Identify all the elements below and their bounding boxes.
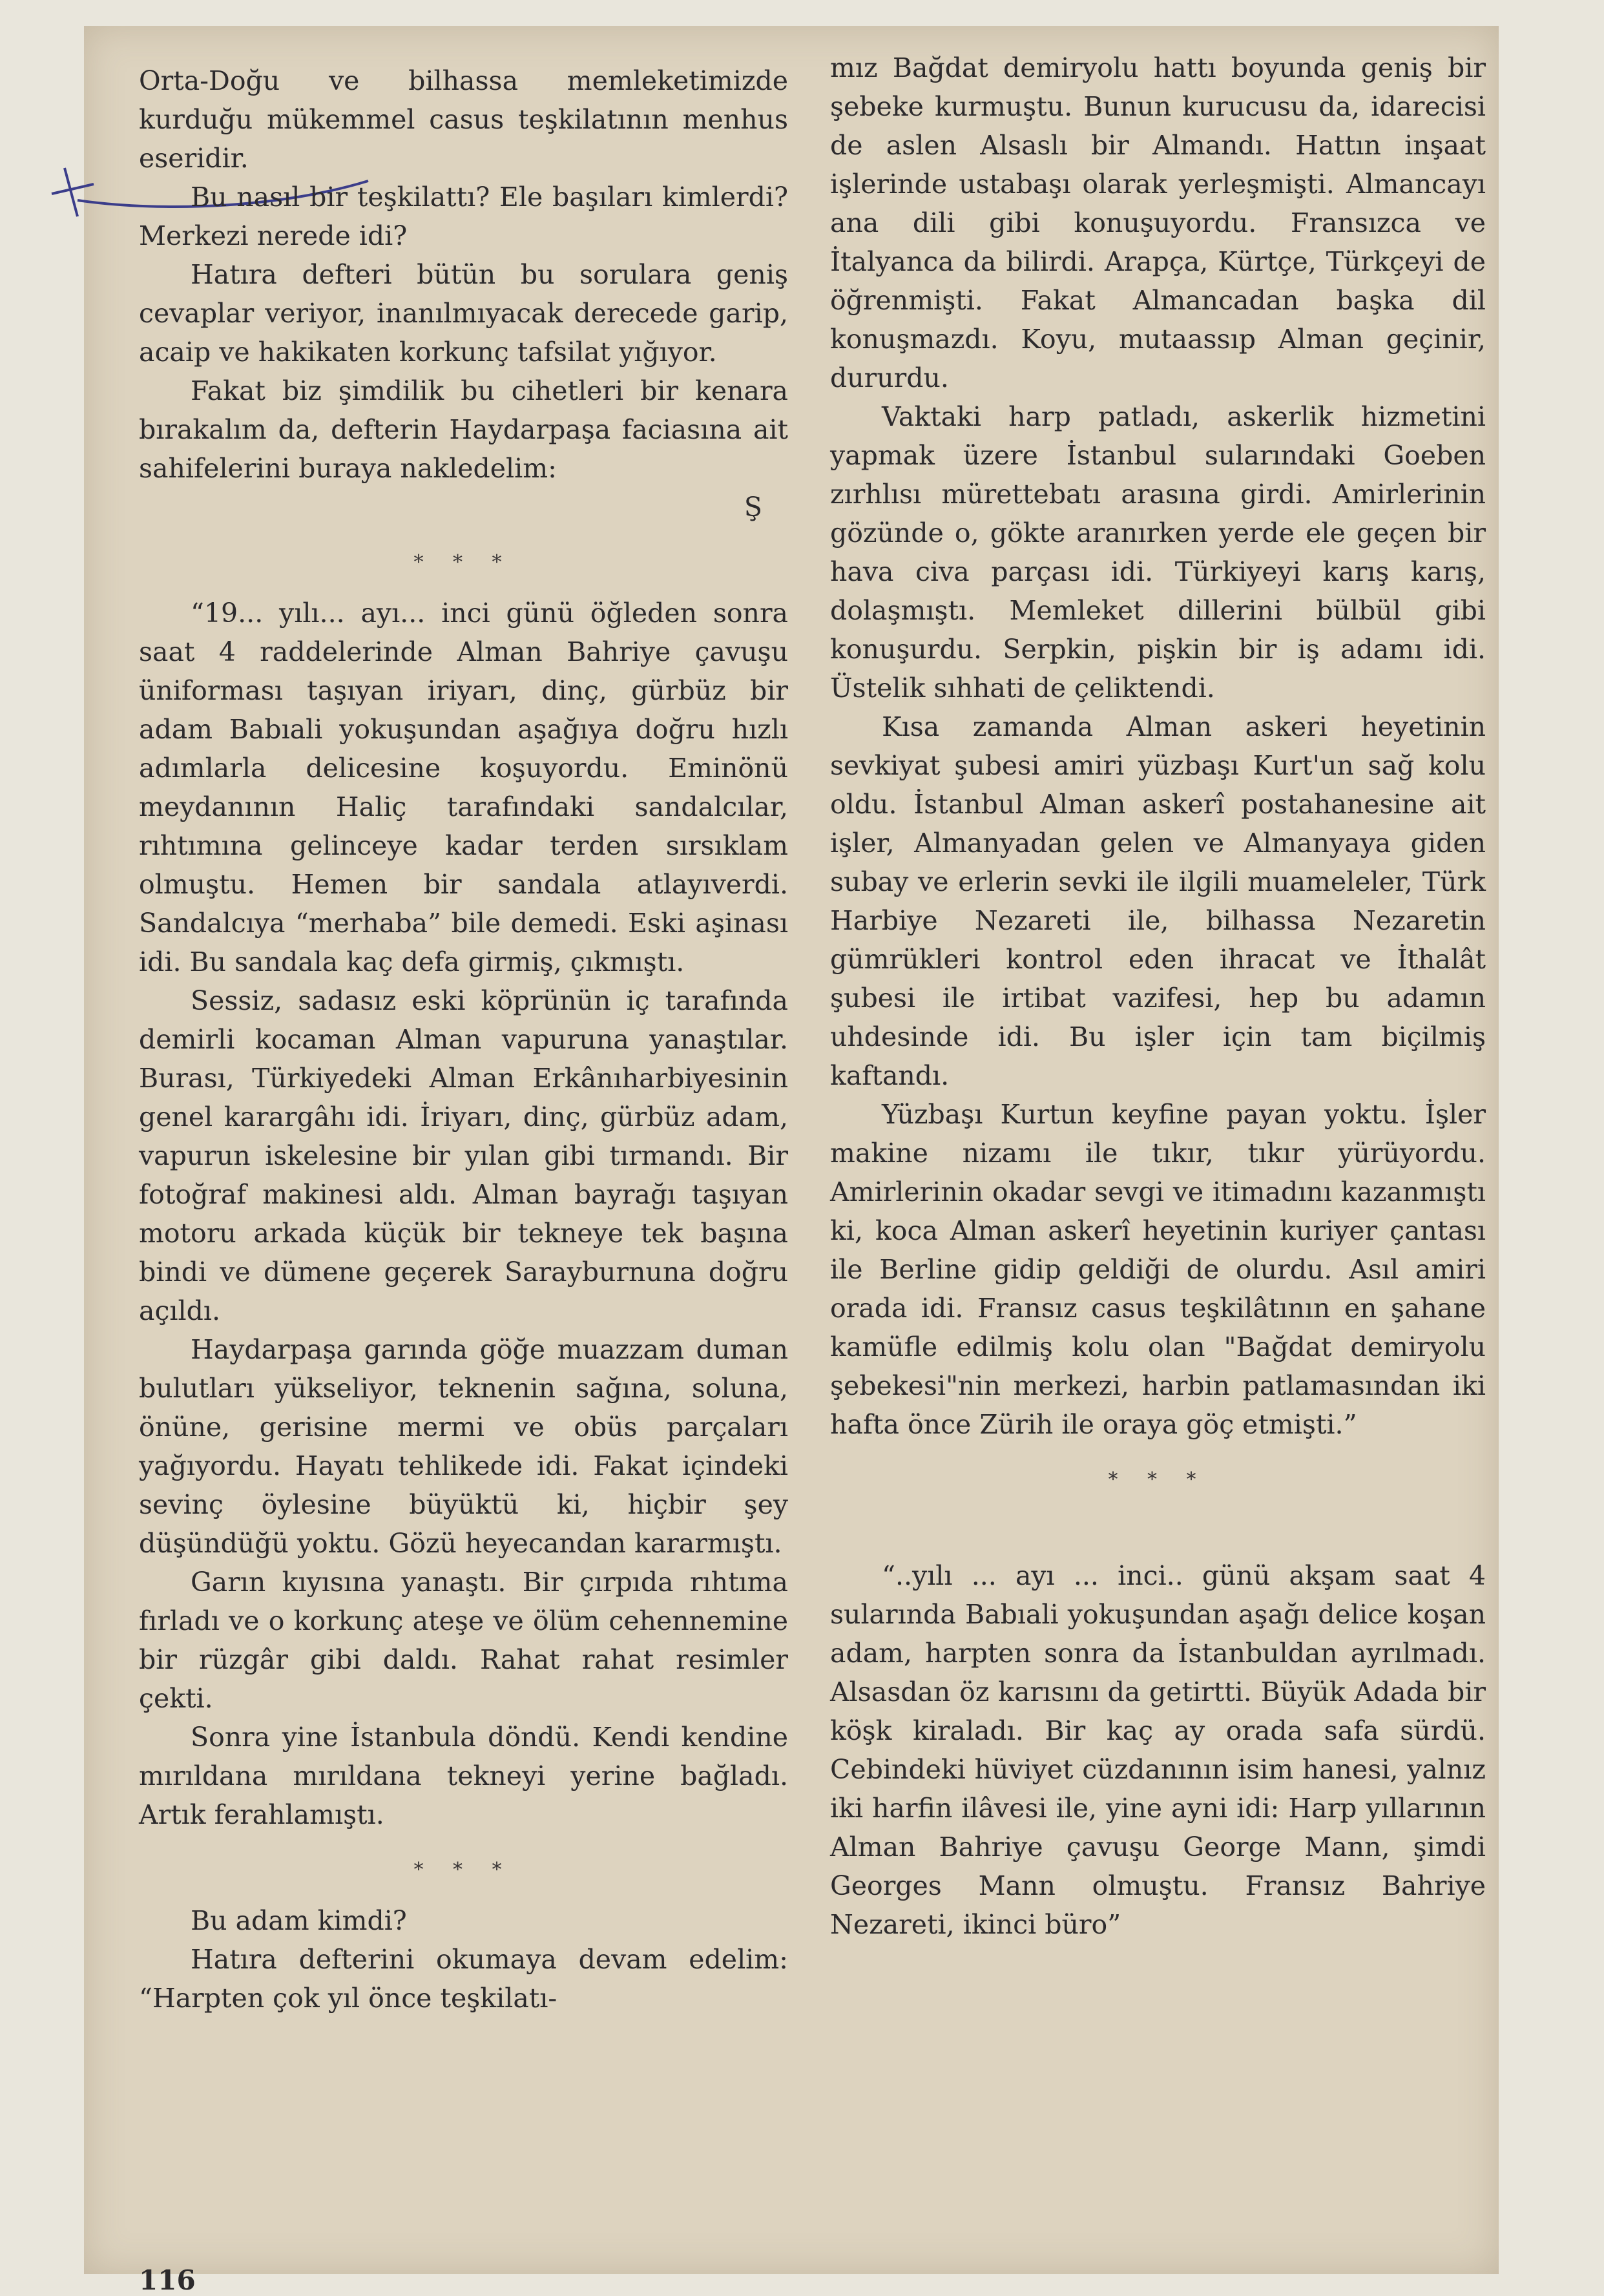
page-number: 116 (139, 2264, 196, 2296)
section-separator: * * * (1108, 1468, 1208, 1491)
paragraph: Hatıra defteri bütün bu sorulara geniş cevaplar veriyor, inanılmıyacak derecede garip, acaip ve hakikaten korkunç tafsilat yığıyor. (139, 259, 788, 368)
spacer (830, 1511, 1486, 1556)
section-separator: * * * (413, 1859, 514, 1881)
paragraph: Kısa zamanda Alman askeri heyetinin sevkiyat şubesi amiri yüzbaşı Kurt'un sağ kolu oldu. İstanbul Alman askerî postahanesine ait işler, Almanyadan gelen ve Almanyaya giden subay ve erlerin sevki ile ilgili muameleler, Türk Harbiye Nezareti ile, bilhassa Nezaretin gümrükleri kontrol eden ihracat ve İthalât şubesi ile irtibat vazifesi, hep bu adamın uhdesinde idi. Bu işler için tam biçilmiş kaftandı. (830, 711, 1486, 1091)
quote-paragraph: Garın kıyısına yanaştı. Bir çırpıda rıhtıma fırladı ve o korkunç ateşe ve ölüm cehennemine bir rüzgâr gibi daldı. Rahat rahat resimler çekti. (139, 1567, 788, 1714)
paragraph: mız Bağdat demiryolu hattı boyunda geniş bir şebeke kurmuştu. Bunun kurucusu da, idarecisi de aslen Alsaslı bir Almandı. Hattın inşaat işlerinde ustabaşı olarak yerleşmişti. Almancayı ana dili gibi konuşuyordu. Fransızca ve İtalyanca da bilirdi. Arapça, Kürtçe, Türkçeyi de öğrenmişti. Fakat Almancadan başka dil konuşmazdı. Koyu, mutaassıp Alman geçinir, dururdu. (830, 52, 1486, 393)
quote-paragraph: Sessiz, sadasız eski köprünün iç tarafında demirli kocaman Alman vapuruna yanaştılar. Burası, Türkiyedeki Alman Erkânıharbiyesinin genel karargâhı idi. İriyarı, dinç, gürbüz adam, vapurun iskelesine bir yılan gibi tırmandı. Bir fotoğraf makinesi aldı. Alman bayrağı taşıyan motoru arkada küçük bir tekneye tek başına bindi ve dümene geçerek Sarayburnuna doğru açıldı. (139, 985, 788, 1326)
paragraph: Bu adam kimdi? (191, 1905, 407, 1936)
section-separator: * * * (413, 551, 514, 574)
quote-paragraph: Haydarpaşa garında göğe muazzam duman bulutları yükseliyor, teknenin sağına, soluna, önüne, gerisine mermi ve obüs parçaları yağıyordu. Hayatı tehlikede idi. Fakat içindeki sevinç öylesine büyüktü ki, hiçbir şey düşündüğü yoktu. Gözü heyecandan kararmıştı. (139, 1334, 788, 1559)
paragraph: Orta-Doğu ve bilhassa memleketimizde kurduğu mükemmel casus teşkilatının menhus eseridir. (139, 65, 788, 174)
paragraph: Yüzbaşı Kurtun keyfine payan yoktu. İşler makine nizamı ile tıkır, tıkır yürüyordu. Amirlerinin okadar sevgi ve itimadını kazanmıştı ki, koca Alman askerî heyetinin kuriyer çantası ile Berline gidip geldiği de olurdu. Asıl amiri orada idi. Fransız casus teşkilâtının en şahane kamüfle edilmiş kolu olan "Bağdat demiryolu şebekesi"nin merkezi, harbin patlamasından iki hafta önce Zürih ile oraya göç etmişti.” (830, 1099, 1486, 1440)
quote-paragraph: Sonra yine İstanbula döndü. Kendi kendine mırıldana mırıldana tekneyi yerine bağladı. Artık ferahlamıştı. (139, 1722, 788, 1830)
left-column (139, 61, 788, 2018)
paragraph: Hatıra defterini okumaya devam edelim: “Harpten çok yıl önce teşkilatı- (139, 1944, 788, 2014)
quote-paragraph: “19... yılı... ayı... inci günü öğleden sonra saat 4 raddelerinde Alman Bahriye çavuşu üniforması taşıyan iriyarı, dinç, gürbüz bir adam Babıali yokuşundan aşağıya doğru hızlı adımlarla delicesine koşuyordu. Eminönü meydanının Haliç tarafındaki sandalcılar, rıhtımına gelinceye kadar terden sırsıklam olmuştu. Hemen bir sandala atlayıverdi. Sandalcıya “merhaba” bile demedi. Eski aşinası idi. Bu sandala kaç defa girmiş, çıkmıştı. (139, 598, 788, 977)
paragraph: Bu nasıl bir teşkilattı? Ele başıları kimlerdi? Merkezi nerede idi? (139, 182, 788, 251)
paragraph: Vaktaki harp patladı, askerlik hizmetini yapmak üzere İstanbul sularındaki Goeben zırhlısı mürettebatı arasına girdi. Amirlerinin gözünde o, gökte aranırken yerde ele geçen bir hava civa parçası idi. Türkiyeyi karış karış, dolaşmıştı. Memleket dillerini bülbül gibi konuşurdu. Serpkin, pişkin bir iş adamı idi. Üstelik sıhhati de çeliktendi. (830, 401, 1486, 704)
right-column (830, 48, 1486, 1944)
signature-letter: Ş (744, 492, 762, 523)
paragraph: Fakat biz şimdilik bu cihetleri bir kenara bırakalım da, defterin Haydarpaşa faciasına ait sahifelerini buraya nakledelim: (139, 375, 788, 484)
paragraph: “..yılı ... ayı ... inci.. günü akşam saat 4 sularında Babıali yokuşundan aşağı delice koşan adam, harpten sonra da İstanbuldan ayrılmadı. Alsasdan öz karısını da getirtti. Büyük Adada bir köşk kiraladı. Bir kaç ay orada safa sürdü. Cebindeki hüviyet cüzdanının isim hanesi, yalnız iki harfin ilâvesi ile, yine ayni idi: Harp yıllarının Alman Bahriye çavuşu George Mann, şimdi Georges Mann olmuştu. Fransız Bahriye Nezareti, ikinci büro” (830, 1560, 1486, 1940)
